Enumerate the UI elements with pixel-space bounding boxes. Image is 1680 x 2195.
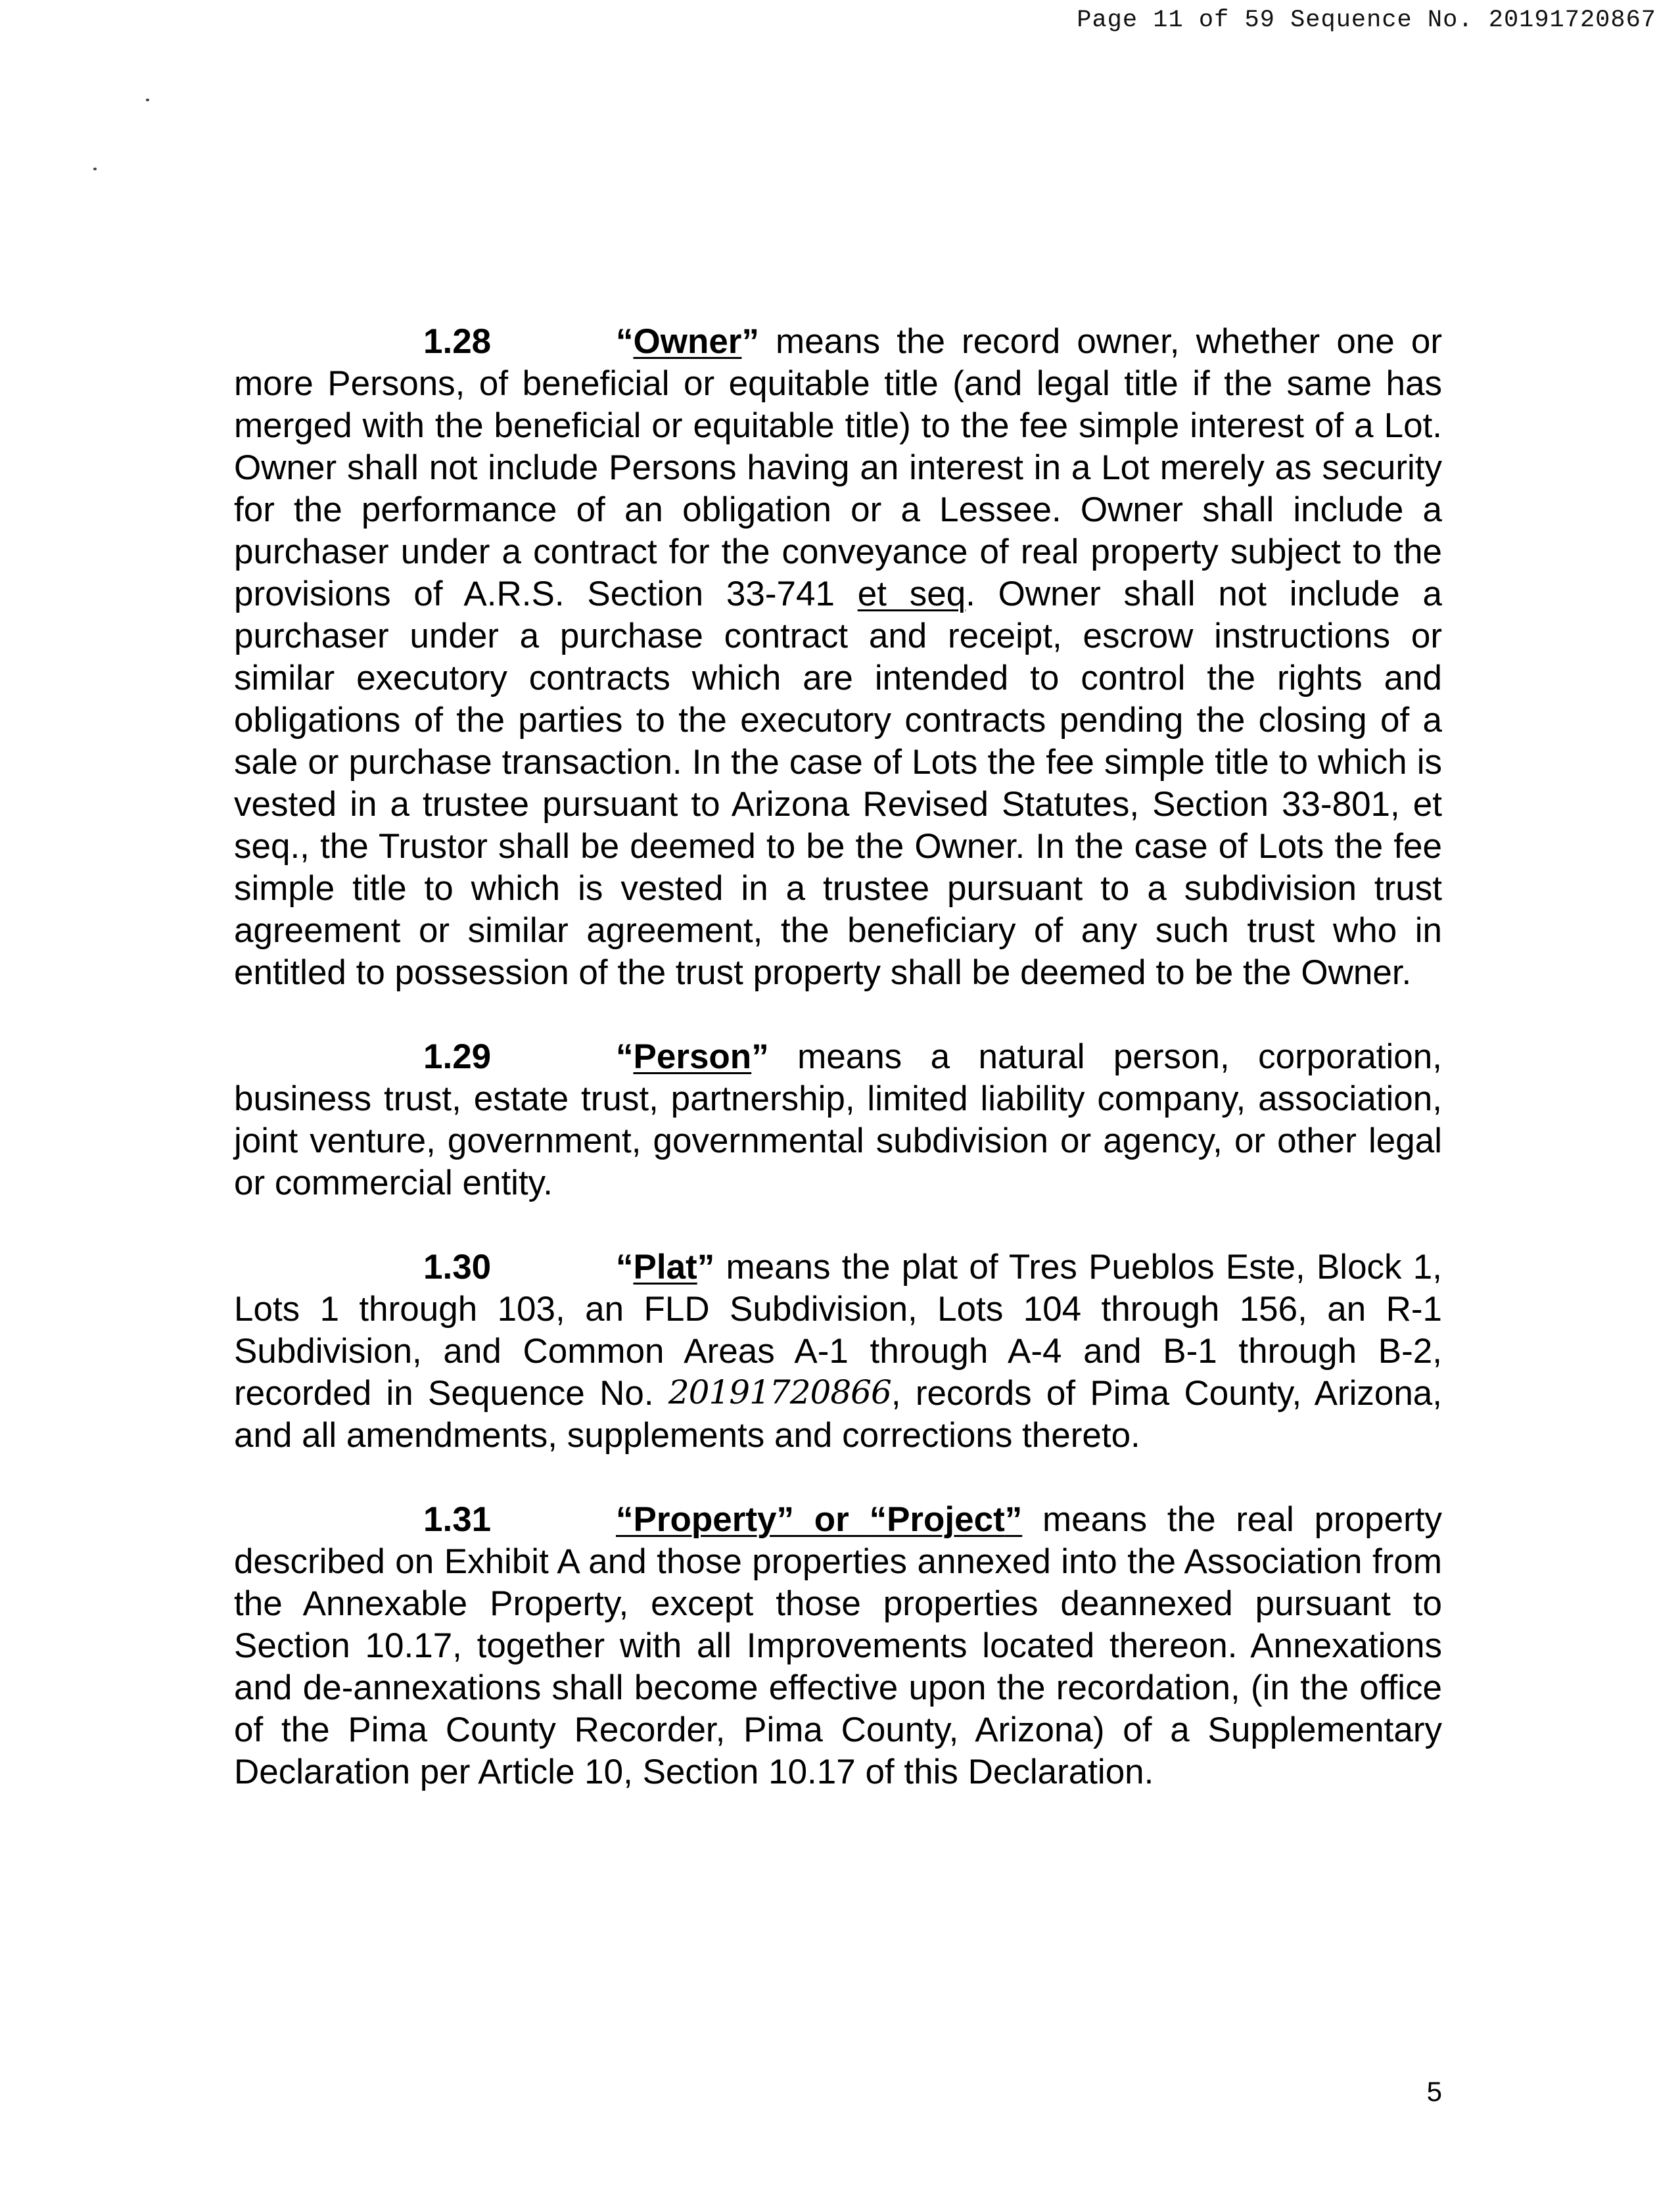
section-text: , records of Pima County, Arizona, and all amendments, supplements and corrections thereto. bbox=[234, 1374, 1442, 1455]
section-person bbox=[234, 1036, 1442, 1204]
handwritten-sequence-number: 20191720866 bbox=[668, 1373, 891, 1411]
scan-speck bbox=[93, 168, 97, 170]
section-text: means a natural person, corporation, business trust, estate trust, partnership, limited liability company, association, joint venture, government, governmental subdivision or agency, or other legal or commercial entity. bbox=[234, 1037, 1442, 1202]
section-owner bbox=[234, 321, 1442, 994]
section-text: means the plat of Tres Pueblos Este, Block 1, Lots 1 through 103, an FLD Subdivision, Lots 104 through 156, an R-1 Subdivision, and Common Areas A-1 through A-4 and B-1 through B-2, recorded in Sequence No. bbox=[234, 1248, 1442, 1413]
section-text: means the record owner, whether one or more Persons, of beneficial or equitable title (and legal title if the same has merged with the beneficial or equitable title) to the fee simple interest of a Lot. Owner shall not include Persons having an interest in a Lot merely as security for the performance of an obligation or a Lessee. Owner shall include a purchaser under a contract for the conveyance of real property subject to the provisions of A.R.S. Section 33-741 bbox=[234, 322, 1442, 613]
section-number: 1.31 bbox=[423, 1500, 492, 1539]
section-property bbox=[234, 1499, 1442, 1793]
defined-term: “Owner” bbox=[616, 322, 759, 361]
section-number: 1.30 bbox=[423, 1248, 492, 1286]
defined-term: “Person” bbox=[616, 1037, 769, 1076]
page-number: 5 bbox=[1426, 2076, 1442, 2107]
defined-term: “Property” or “Project” bbox=[616, 1500, 1023, 1539]
section-text: . Owner shall not include a purchaser under a purchase contract and receipt, escrow instructions or similar executory contracts which are intended to control the rights and obligations of the parties to the executory contracts pending the closing of a sale or purchase transaction. In the case of Lots the fee simple title to which is vested in a trustee pursuant to Arizona Revised Statutes, Section 33-801, et seq., the Trustor shall be deemed to be the Owner. In the case of Lots the fee simple title to which is vested in a trustee pursuant to a subdivision trust agreement or similar agreement, the beneficiary of any such trust who in entitled to possession of the trust property shall be deemed to be the Owner. bbox=[234, 575, 1442, 992]
section-plat bbox=[234, 1246, 1442, 1457]
page-sequence-header: Page 11 of 59 Sequence No. 20191720867 bbox=[1077, 7, 1656, 34]
section-text: means the real property described on Exhibit A and those properties annexed into the Association from the Annexable Property, except those properties deannexed pursuant to Section 10.17, together with all Improvements located thereon. Annexations and de-annexations shall become effective upon the recordation, (in the office of the Pima County Recorder, Pima County, Arizona) of a Supplementary Declaration per Article 10, Section 10.17 of this Declaration. bbox=[234, 1500, 1443, 1791]
section-number: 1.28 bbox=[423, 322, 492, 361]
et-seq-citation: et seq bbox=[857, 575, 966, 613]
scan-speck bbox=[146, 99, 149, 101]
document-body bbox=[234, 321, 1442, 1835]
defined-term: “Plat” bbox=[616, 1248, 715, 1286]
section-number: 1.29 bbox=[423, 1037, 492, 1076]
